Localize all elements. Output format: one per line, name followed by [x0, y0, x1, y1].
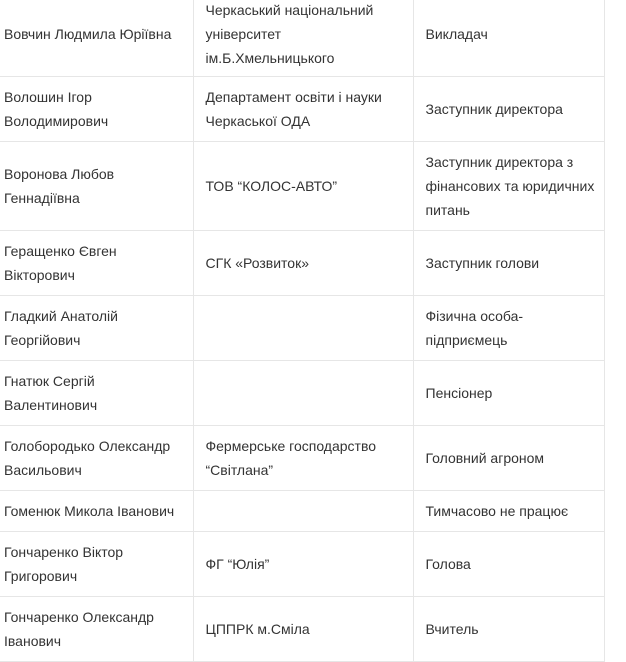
name-cell: Волошин Ігор Володимирович: [0, 77, 193, 142]
organization-cell: [193, 491, 413, 532]
organization-cell: ФГ “Юлія”: [193, 532, 413, 597]
organization-cell: Фермерське господарство “Світлана”: [193, 426, 413, 491]
name-cell: Гнатюк Сергій Валентинович: [0, 361, 193, 426]
name-cell: Гончаренко Олександр Іванович: [0, 597, 193, 662]
table-row: [0, 296, 604, 361]
position-cell: Заступник голови: [413, 231, 604, 296]
name-cell: Воронова Любов Геннадіївна: [0, 142, 193, 231]
position-cell: Заступник директора: [413, 77, 604, 142]
organization-cell: СГК «Розвиток»: [193, 231, 413, 296]
table-row: [0, 231, 604, 296]
organization-cell: ЦППРК м.Сміла: [193, 597, 413, 662]
name-cell: Гоменюк Микола Іванович: [0, 491, 193, 532]
table-row: [0, 142, 604, 231]
position-cell: Пенсіонер: [413, 361, 604, 426]
position-cell: Головний агроном: [413, 426, 604, 491]
name-cell: Голобородько Олександр Васильович: [0, 426, 193, 491]
position-cell: Заступник директора з фінансових та юридичних питань: [413, 142, 604, 231]
position-cell: Тимчасово не працює: [413, 491, 604, 532]
name-cell: Вовчин Людмила Юріївна: [0, 0, 193, 77]
table-row: [0, 597, 604, 662]
table-row: [0, 77, 604, 142]
position-cell: Викладач: [413, 0, 604, 77]
position-cell: Вчитель: [413, 597, 604, 662]
name-cell: Гладкий Анатолій Георгійович: [0, 296, 193, 361]
position-cell: Фізична особа-підприємець: [413, 296, 604, 361]
table-row: [0, 491, 604, 532]
name-cell: Геращенко Євген Вікторович: [0, 231, 193, 296]
table-row: [0, 426, 604, 491]
table-row: [0, 0, 604, 77]
table-row: [0, 361, 604, 426]
organization-cell: [193, 361, 413, 426]
name-cell: Гончаренко Віктор Григорович: [0, 532, 193, 597]
position-cell: Голова: [413, 532, 604, 597]
organization-cell: ТОВ “КОЛОС-АВТО”: [193, 142, 413, 231]
organization-cell: [193, 296, 413, 361]
organization-cell: Черкаський національний університет ім.Б.Хмельницького: [193, 0, 413, 77]
table-row: [0, 532, 604, 597]
organization-cell: Департамент освіти і науки Черкаської ОДА: [193, 77, 413, 142]
